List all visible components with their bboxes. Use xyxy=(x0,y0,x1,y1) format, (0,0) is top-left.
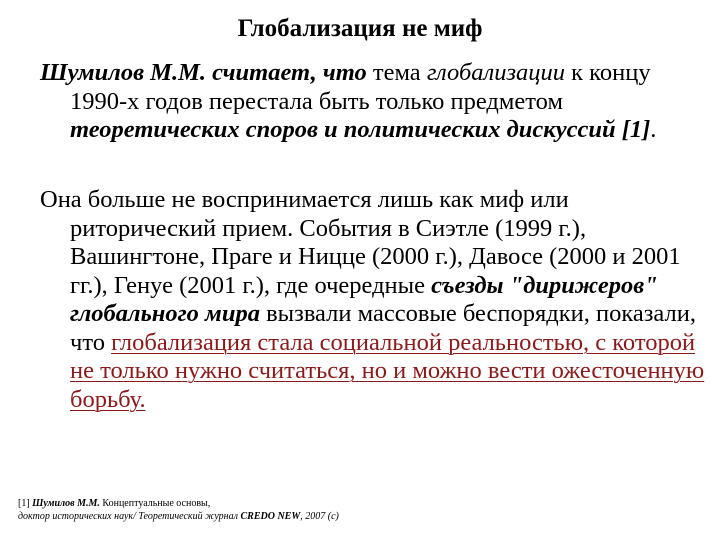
footnote xyxy=(18,497,618,523)
p1-keyword: глобализации xyxy=(426,59,566,86)
globalization-link[interactable]: глобализация стала социальной реальностью, с которой не только нужно считаться, но и можно вести ожесточенную борьбу. xyxy=(70,328,705,413)
p2-text-1: Она больше не воспринимается лишь как миф или риторический прием. События в Сиэтле (1999 г.), Вашингтоне, Праге и Ницце (2000 г.), Давосе (2000 и 2001 гг.), Генуе (2001 г.), где очередные xyxy=(40,186,681,299)
citation-ref: [1] xyxy=(615,116,651,143)
p1-text-2: к концу 1990-х годов перестала быть только предметом xyxy=(70,59,651,115)
author-name: Шумилов М.М. xyxy=(40,59,206,86)
footnote-text-2: доктор исторических наук/ Теоретический журнал xyxy=(18,511,241,522)
footnote-journal: CREDO NEW xyxy=(240,511,301,522)
p1-emphasis: теоретических споров и политических дискуссий xyxy=(70,116,616,143)
footnote-text-1: Концептуальные основы, xyxy=(99,498,211,509)
p1-text-1: тема xyxy=(366,59,427,86)
p2-text-2: вызвали массовые беспорядки, показали, что xyxy=(70,300,696,356)
paragraph-1 xyxy=(40,59,710,145)
p1-period: . xyxy=(650,116,657,143)
footnote-author: Шумилов М.М. xyxy=(32,498,100,509)
verb-text: считает, что xyxy=(205,59,367,86)
p2-emphasis: съезды "дирижеров" глобального мира xyxy=(70,271,658,327)
footnote-ref: [1] xyxy=(18,498,33,509)
slide-title: Глобализация не миф xyxy=(237,15,483,42)
footnote-text-3: , 2007 (с) xyxy=(300,511,339,522)
paragraph-2 xyxy=(40,186,710,414)
